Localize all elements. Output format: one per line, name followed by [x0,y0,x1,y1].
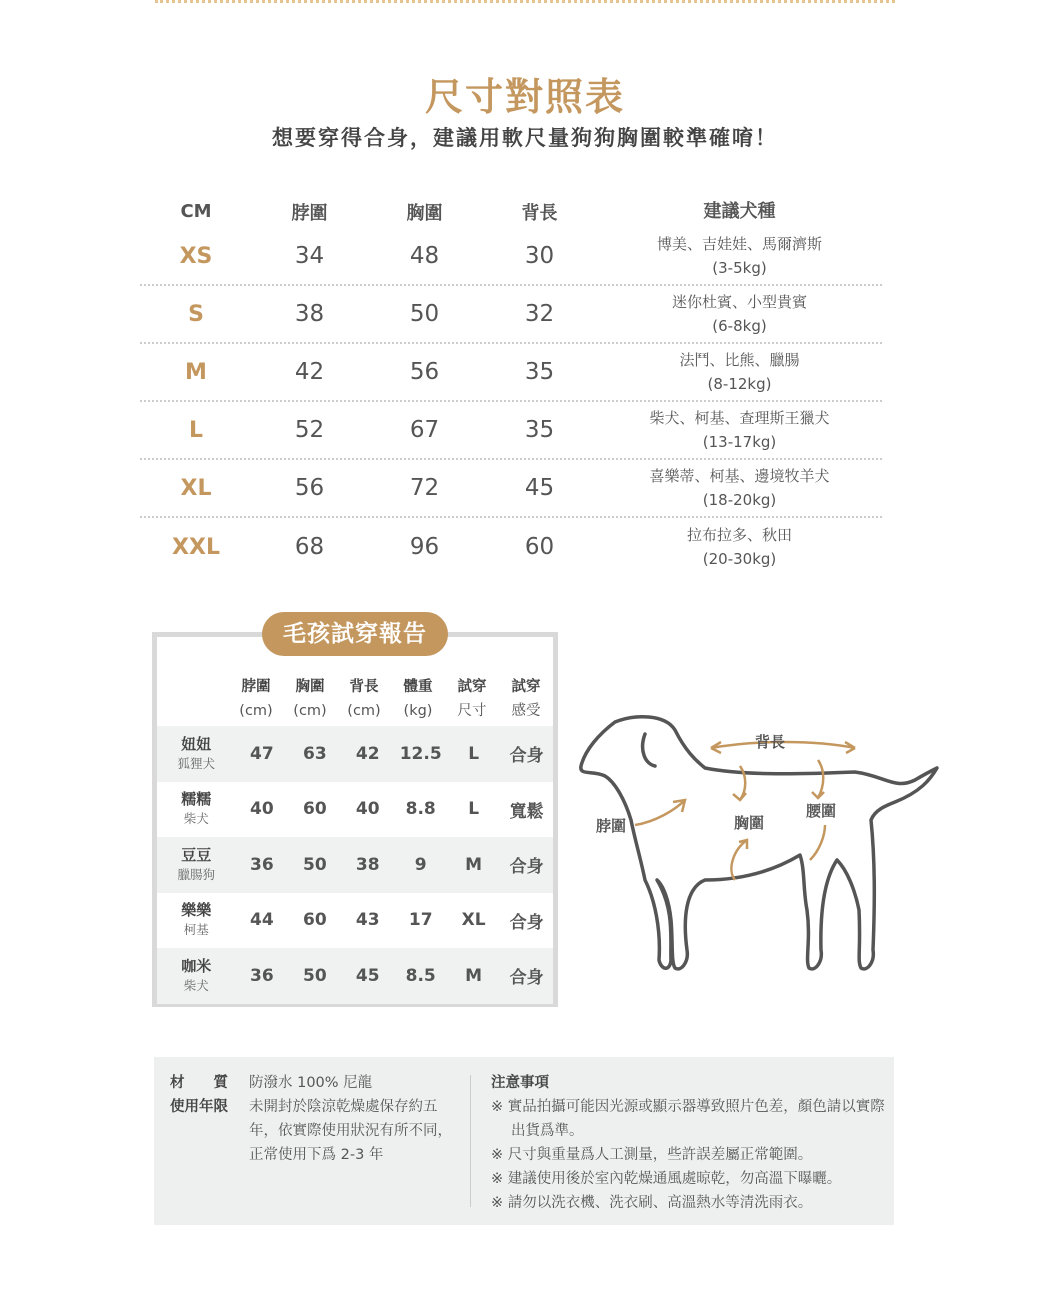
dog-outline-icon [581,717,937,969]
report-value: 50 [302,965,327,986]
report-value: 36 [250,854,274,875]
breed-weight: (13-17kg) [702,433,777,451]
size-label: XL [180,475,212,501]
breed-names: 法鬥、比熊、臘腸 [679,351,800,369]
breed-weight: (3-5kg) [712,259,767,277]
breed-weight: (18-20kg) [702,491,777,509]
header-top: 胸圍 [295,679,325,695]
top-dotted-divider [155,0,895,3]
dog-measurement-diagram [575,710,945,980]
report-header-col [391,675,445,723]
note-item: ※ 建議使用後於室內乾燥通風處晾乾，勿高溫下曝曬。 [491,1171,842,1187]
report-value: 8.5 [405,965,436,986]
dog-name-cell [157,957,235,995]
material-value: 防潑水 100% 尼龍 [249,1075,373,1091]
size-row [140,518,882,576]
breed-weight: (6-8kg) [712,317,767,335]
header-bottom: (cm) [293,703,327,719]
header-bottom: (cm) [347,703,381,719]
size-row [140,402,882,460]
breed-cell [597,464,882,512]
report-value: 寬鬆 [509,801,544,822]
back-value: 35 [524,417,555,443]
neck-value: 34 [294,243,325,269]
chest-value: 48 [409,243,440,269]
chest-value: 67 [409,417,440,443]
header-top: 體重 [403,679,433,695]
label-back-length: 背長 [754,733,786,751]
breed-weight: (8-12kg) [707,375,772,393]
header-chest: 胸圍 [406,202,443,224]
neck-value: 38 [294,301,325,327]
report-value: L [468,799,480,820]
header-neck: 脖圍 [291,202,328,224]
subtitle: 想要穿得合身，建議用軟尺量狗狗胸圍較準確唷！ [272,126,778,150]
chest-value: 96 [409,534,440,560]
size-label: XXL [172,534,220,560]
header-bottom: (cm) [239,703,273,719]
report-value: M [465,854,483,875]
header-bottom: 尺寸 [457,703,487,719]
report-title-badge: 毛孩試穿報告 [262,612,448,656]
size-row [140,228,882,286]
report-value: 45 [355,965,380,986]
dog-name-cell [157,790,235,828]
back-value: 30 [524,243,555,269]
size-chart-header [140,195,882,228]
lifespan-label: 使用年限 [170,1099,228,1115]
neck-value: 68 [294,534,325,560]
dog-name-cell [157,901,235,939]
breed-cell [597,290,882,338]
size-row [140,460,882,518]
report-header-col [337,675,391,723]
dog-name-cell [157,846,235,884]
report-value: L [468,743,480,764]
report-value: 合身 [509,912,544,933]
lifespan-value: 未開封於陰涼乾燥處保存約五年，依實際使用狀況有所不同，正常使用下爲 2-3 年 [249,1099,452,1163]
back-value: 35 [524,359,555,385]
dog-name: 糯糯 [181,790,212,809]
report-value: 合身 [509,746,544,767]
size-row [140,344,882,402]
report-value: 8.8 [405,799,436,820]
report-value: 36 [250,965,274,986]
report-value: 12.5 [399,743,442,764]
report-header-col [445,675,499,723]
header-top: 試穿 [457,679,487,695]
dog-name: 咖米 [181,956,212,975]
breed-names: 喜樂蒂、柯基、邊境牧羊犬 [649,467,830,485]
report-value: 合身 [509,857,544,878]
report-row [157,948,553,1004]
header-bottom: 感受 [511,703,541,719]
report-value: 44 [250,910,274,931]
waist-arrow-top [812,760,824,798]
report-value: 43 [355,910,380,931]
page-title: 尺寸對照表 [424,75,625,119]
header-top: 背長 [349,679,379,695]
report-value: 63 [302,743,327,764]
dog-name: 樂樂 [181,901,212,920]
breed-cell [597,406,882,454]
neck-value: 52 [294,417,325,443]
report-header [157,675,553,723]
report-value: 40 [355,799,380,820]
size-label: XS [179,243,213,269]
report-value: 47 [250,743,274,764]
breed-cell [597,523,882,571]
material-label: 材 質 [170,1075,228,1091]
header-bottom: (kg) [403,703,433,719]
chest-value: 56 [409,359,440,385]
breed-names: 迷你杜賓、小型貴賓 [671,293,807,311]
dog-name-cell [157,735,235,773]
report-value: 50 [302,854,327,875]
report-row [157,893,553,949]
report-header-col [499,675,553,723]
chest-value: 50 [409,301,440,327]
dog-name: 豆豆 [181,845,212,864]
breed-names: 拉布拉多、秋田 [686,526,792,544]
label-neck: 脖圍 [596,817,627,835]
breed-names: 博美、吉娃娃、馬爾濟斯 [656,235,822,253]
neck-arrow [635,800,685,825]
size-label: L [188,417,204,443]
report-value: 17 [408,910,433,931]
vertical-divider [470,1075,471,1207]
report-value: M [465,965,483,986]
report-row [157,782,553,838]
header-top: 試穿 [511,679,541,695]
note-item: ※ 實品拍攝可能因光源或顯示器導致照片色差，顏色請以實際出貨爲準。 [491,1099,885,1139]
report-header-col [283,675,337,723]
dog-breed: 柴犬 [183,811,209,827]
size-chart-table [140,195,882,576]
back-value: 60 [524,534,555,560]
note-item: ※ 請勿以洗衣機、洗衣刷、高溫熱水等清洗雨衣。 [491,1195,813,1211]
report-value: 40 [250,799,274,820]
report-value: 38 [355,854,380,875]
neck-value: 42 [294,359,325,385]
product-info-panel [154,1057,894,1225]
dog-breed: 臘腸狗 [177,866,215,882]
report-value: XL [461,910,486,931]
neck-value: 56 [294,475,325,501]
size-label: M [185,359,207,385]
report-header-col [229,675,283,723]
back-value: 45 [524,475,555,501]
size-row [140,286,882,344]
header-back: 背長 [521,202,558,224]
report-value: 合身 [509,968,544,989]
size-label: S [188,301,204,327]
header-breeds: 建議犬種 [703,200,776,222]
note-item: ※ 尺寸與重量爲人工測量，些許誤差屬正常範圍。 [491,1147,813,1163]
dog-breed: 狐狸犬 [177,755,215,771]
breed-cell [597,348,882,396]
notes-title: 注意事項 [491,1075,549,1091]
report-value: 42 [355,743,380,764]
report-row [157,726,553,782]
dog-breed: 柴犬 [183,977,209,993]
header-top: 脖圍 [241,679,271,695]
report-value: 60 [302,799,327,820]
dog-breed: 柯基 [183,922,209,938]
header-cm: CM [180,201,212,222]
report-value: 9 [414,854,427,875]
report-row [157,837,553,893]
back-value: 32 [524,301,555,327]
label-waist: 腰圍 [806,802,837,820]
chest-value: 72 [409,475,440,501]
label-chest: 胸圍 [734,814,765,832]
breed-weight: (20-30kg) [702,550,777,568]
breed-names: 柴犬、柯基、查理斯王獵犬 [649,409,830,427]
report-value: 60 [302,910,327,931]
dog-name: 妞妞 [181,734,212,753]
breed-cell [597,232,882,280]
fitting-report-panel [152,632,558,1007]
